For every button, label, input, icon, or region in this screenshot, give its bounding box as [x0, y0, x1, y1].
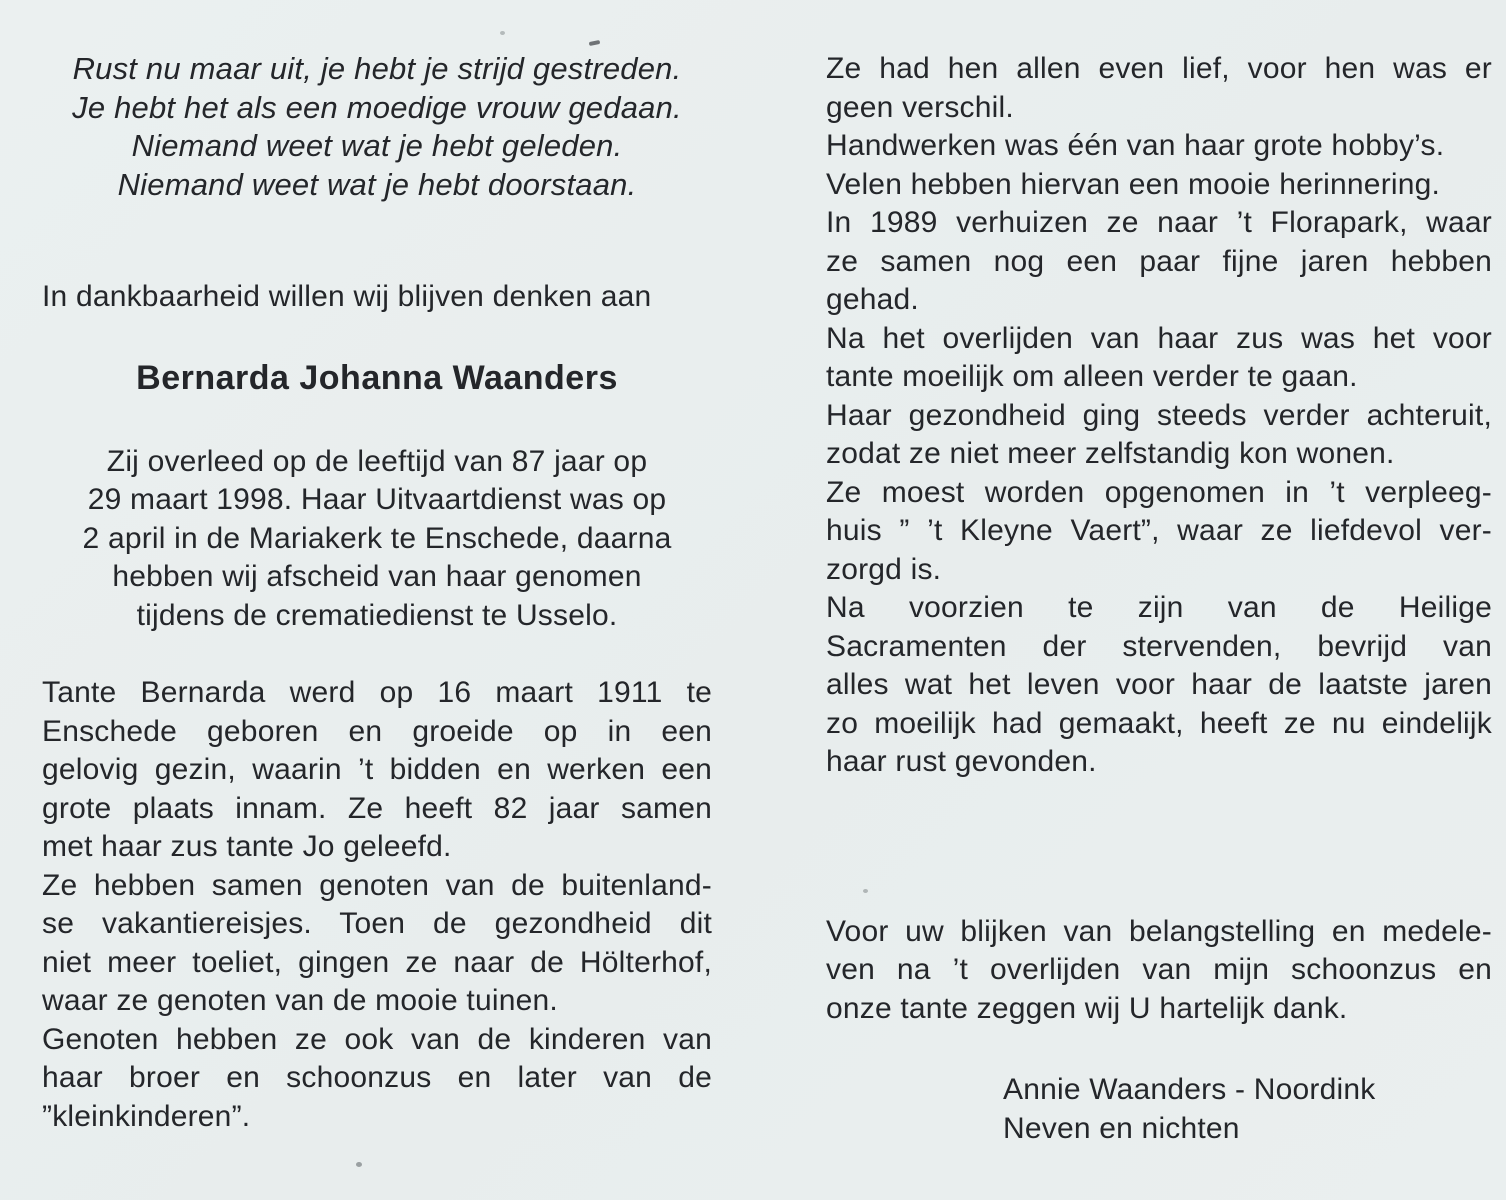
text-line: Sacramenten der stervenden, bevrijd van: [826, 629, 1492, 663]
acknowledgement-paragraph: [826, 913, 1492, 1029]
intro-line: In dankbaarheid willen wij blijven denken aan: [42, 280, 652, 313]
text-line: Velen hebben hiervan een mooie herinnering.: [826, 167, 1441, 201]
text-line: Je hebt het als een moedige vrouw gedaan.: [72, 89, 682, 125]
text-line: waar ze genoten van de mooie tuinen.: [42, 984, 558, 1017]
text-line: ven na ’t overlijden van mijn schoonzus en: [826, 953, 1492, 986]
text-line: Handwerken was één van haar grote hobby’s.: [826, 129, 1445, 162]
obituary-paragraph: [42, 443, 712, 636]
text-line: Annie Waanders - Noordink: [1003, 1073, 1376, 1106]
text-line: Voor uw blijken van belangstelling en medele-: [826, 914, 1492, 948]
text-line: Genoten hebben ze ook van de kinderen van: [42, 1022, 712, 1056]
text-line: grote plaats innam. Ze heeft 82 jaar samen: [42, 791, 712, 825]
text-line: Neven en nichten: [1003, 1111, 1240, 1145]
text-line: 29 maart 1998. Haar Uitvaartdienst was op: [87, 483, 667, 516]
text-line: ze samen nog een paar fijne jaren hebben: [826, 244, 1492, 278]
text-line: Na voorzien te zijn van de Heilige: [826, 591, 1492, 624]
memories-paragraph: [826, 50, 1492, 782]
text-line: se vakantiereisjes. Toen de gezondheid dit: [42, 907, 712, 940]
text-line: zo moeilijk had gemaakt, heeft ze nu eindelijk: [826, 706, 1492, 740]
text-line: haar broer en schoonzus en later van de: [42, 1061, 712, 1094]
text-line: Haar gezondheid ging steeds verder achteruit,: [826, 398, 1492, 432]
scan-speck: [356, 1162, 362, 1167]
text-line: gelovig gezin, waarin ’t bidden en werken een: [42, 753, 712, 786]
text-line: zodat ze niet meer zelfstandig kon wonen.: [826, 437, 1395, 470]
text-line: Zij overleed op de leeftijd van 87 jaar op: [106, 444, 648, 478]
text-line: tijdens de crematiedienst te Usselo.: [136, 598, 618, 632]
text-line: Niemand weet wat je hebt geleden.: [131, 128, 623, 163]
text-line: Rust nu maar uit, je hebt je strijd gestreden.: [72, 51, 682, 86]
scan-speck: [500, 31, 505, 35]
scan-speck: [863, 889, 868, 893]
biography-paragraph: [42, 674, 712, 1136]
text-line: tante moeilijk om alleen verder te gaan.: [826, 360, 1358, 393]
text-line: Ze hebben samen genoten van de buitenland-: [42, 868, 712, 902]
signature-lines: [1003, 1071, 1492, 1148]
text-line: Na het overlijden van haar zus was het voor: [826, 321, 1492, 355]
text-line: Ze had hen allen even lief, voor hen was er: [826, 52, 1492, 85]
text-line: Enschede geboren en groeide op in een: [42, 714, 712, 748]
text-line: haar rust gevonden.: [826, 745, 1097, 778]
text-line: geen verschil.: [826, 90, 1014, 124]
deceased-name: Bernarda Johanna Waanders: [136, 358, 618, 397]
text-line: 2 april in de Mariakerk te Enschede, daarna: [82, 521, 672, 555]
text-line: hebben wij afscheid van haar genomen: [112, 560, 642, 593]
left-column: [42, 0, 712, 1136]
text-line: onze tante zeggen wij U hartelijk dank.: [826, 991, 1348, 1025]
text-line: alles wat het leven voor haar de laatste jaren: [826, 668, 1492, 701]
text-line: met haar zus tante Jo geleefd.: [42, 830, 452, 863]
right-column: [826, 0, 1492, 1148]
text-line: gehad.: [826, 283, 919, 316]
text-line: Ze moest worden opgenomen in ’t verpleeg-: [826, 475, 1492, 509]
text-line: Tante Bernarda werd op 16 maart 1911 te: [42, 676, 712, 709]
text-line: zorgd is.: [826, 552, 942, 586]
text-line: niet meer toeliet, gingen ze naar de Hölterhof,: [42, 945, 712, 979]
text-line: huis ” ’t Kleyne Vaert”, waar ze liefdevol ver-: [826, 514, 1492, 547]
text-line: ”kleinkinderen”.: [42, 1099, 251, 1133]
memorial-poem: [42, 50, 712, 204]
text-line: In 1989 verhuizen ze naar ’t Florapark, waar: [826, 206, 1492, 239]
text-line: Niemand weet wat je hebt doorstaan.: [117, 166, 637, 202]
